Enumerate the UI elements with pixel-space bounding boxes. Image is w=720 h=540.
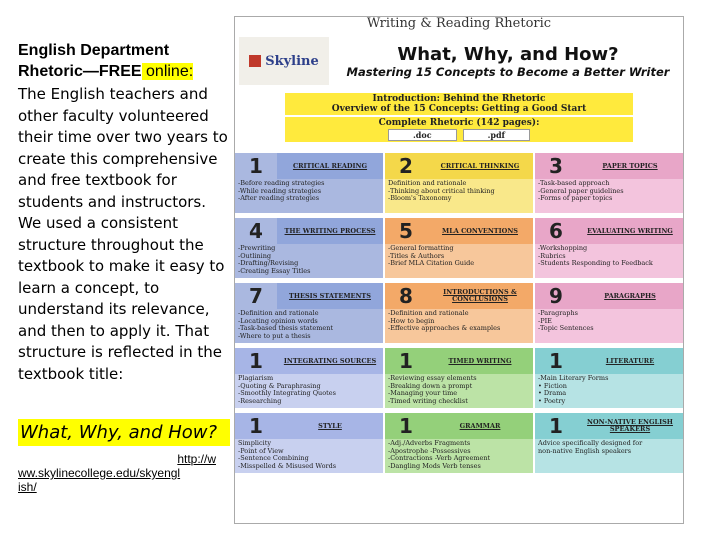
concept-item: -Drafting/Revising — [238, 260, 299, 267]
concept-label[interactable]: EVALUATING WRITING — [587, 226, 673, 235]
concept-item: -Topic Sentences — [538, 325, 594, 332]
concept-item: -Task-based approach — [538, 180, 610, 187]
concept-item: non-native English speakers — [538, 447, 632, 455]
concept-number: 1 — [235, 153, 277, 179]
concept-items — [235, 439, 383, 471]
intro-bar[interactable] — [285, 93, 633, 115]
concept-item: -Rubrics — [538, 252, 566, 260]
concept-label[interactable]: INTRODUCTIONS & CONCLUSIONS — [443, 288, 517, 303]
intro-line2[interactable]: Overview of the 15 Concepts: Getting a Good Start — [331, 104, 587, 114]
concept-items — [235, 374, 383, 406]
concept-row — [235, 281, 684, 343]
concept-items — [535, 374, 683, 406]
logo-mark-icon — [249, 55, 261, 67]
concept-item: -Definition and rationale — [388, 310, 469, 317]
concept-label[interactable]: INTEGRATING SOURCES — [283, 356, 377, 365]
concept-label[interactable]: NON-NATIVE ENGLISH SPEAKERS — [587, 418, 673, 433]
poster-heading — [333, 44, 683, 79]
link-line2[interactable]: ww.skylinecollege.edu/skyengl — [18, 466, 181, 480]
concept-items — [235, 179, 383, 204]
concept-label[interactable]: MLA CONVENTIONS — [442, 226, 518, 235]
link-line3[interactable]: ish/ — [18, 480, 37, 494]
rhetoric-poster — [234, 16, 684, 524]
concept-item: -Managing your time — [388, 390, 458, 397]
concept-items — [385, 374, 533, 406]
concept-row — [235, 411, 684, 473]
concept-card[interactable] — [235, 216, 385, 278]
concept-card-header — [535, 283, 683, 309]
concept-item: -After reading strategies — [238, 195, 320, 202]
concept-number: 3 — [549, 154, 563, 178]
concept-item: -PIE — [538, 317, 552, 325]
concept-item: -Contractions -Verb Agreement — [388, 455, 491, 462]
concept-item: -Thinking about critical thinking — [388, 187, 495, 195]
concept-item: -Creating Essay Titles — [238, 267, 311, 275]
concept-label[interactable]: LITERATURE — [605, 356, 655, 365]
concept-item: -Bloom's Taxonomy — [388, 195, 452, 202]
concept-item: -Sentence Combining — [238, 455, 309, 462]
poster-title: Writing & Reading Rhetoric — [366, 16, 552, 31]
concept-item: -General paper guidelines — [538, 187, 624, 195]
concept-item: -Effective approaches & examples — [388, 325, 501, 332]
textbook-link[interactable] — [18, 452, 228, 494]
concept-item: -Prewriting — [238, 245, 276, 252]
concept-number: 2 — [399, 154, 413, 178]
complete-rhetoric-bar — [285, 117, 633, 142]
concept-items — [535, 439, 683, 456]
concept-item: Definition and rationale — [388, 180, 467, 187]
intro-line1[interactable]: Introduction: Behind the Rhetoric — [372, 94, 546, 104]
concept-number: 9 — [549, 284, 563, 308]
concept-items — [385, 439, 533, 471]
concept-item: -Researching — [238, 397, 282, 405]
concept-item: -Brief MLA Citation Guide — [388, 260, 475, 267]
concept-card[interactable] — [385, 281, 535, 343]
concept-label[interactable]: PAPER TOPICS — [602, 161, 658, 170]
concept-item: -Smoothly Integrating Quotes — [238, 390, 336, 397]
concept-row — [235, 216, 684, 278]
concept-item: -Locating opinion words — [238, 317, 318, 325]
concept-number: 8 — [399, 284, 413, 308]
concept-item: -Timed writing checklist — [388, 397, 468, 405]
concept-item: -Titles & Authors — [388, 252, 445, 260]
concept-card[interactable] — [535, 151, 684, 213]
heading-line1: English Department — [18, 42, 170, 59]
concept-card-header — [235, 348, 383, 374]
concept-items — [535, 309, 683, 334]
concept-item: • Drama — [538, 390, 567, 397]
concept-number: 5 — [399, 219, 413, 243]
concept-card-header — [535, 348, 683, 374]
concept-item: -While reading strategies — [238, 187, 322, 195]
concept-card[interactable] — [235, 346, 385, 408]
concept-number: 1 — [549, 414, 563, 438]
concept-card[interactable] — [385, 411, 535, 473]
skyline-logo — [239, 37, 329, 85]
title-highlight: What, Why, and How? — [18, 419, 230, 446]
concept-item: -Reviewing essay elements — [388, 375, 477, 382]
concept-label[interactable]: CRITICAL THINKING — [440, 161, 520, 170]
concept-card-header — [385, 283, 533, 309]
concept-item: -Point of View — [238, 447, 284, 455]
concept-item: -Adj./Adverbs Fragments — [388, 440, 471, 447]
concept-items — [385, 244, 533, 269]
concept-card[interactable] — [235, 281, 385, 343]
concept-item: -Main Literary Forms — [538, 375, 609, 382]
concept-row — [235, 151, 684, 213]
concept-number: 4 — [235, 218, 277, 244]
concept-label[interactable]: PARAGRAPHS — [604, 291, 656, 300]
concept-number: 1 — [399, 414, 413, 438]
complete-label: Complete Rhetoric (142 pages): — [378, 118, 540, 128]
concept-card-header — [535, 153, 683, 179]
concept-items — [235, 309, 383, 341]
concept-item: -Apostrophe -Possessives — [388, 447, 471, 455]
concept-label[interactable]: TIMED WRITING — [448, 356, 512, 365]
concept-item: -Misspelled & Misused Words — [238, 462, 337, 470]
concept-card[interactable] — [385, 216, 535, 278]
concept-item: -Dangling Mods Verb tenses — [388, 462, 481, 470]
concept-item: -Forms of paper topics — [538, 195, 613, 202]
concept-card-header — [235, 218, 383, 244]
concept-items — [535, 244, 683, 269]
concept-item: -Outlining — [238, 252, 272, 260]
concept-item: Advice specifically designed for — [538, 440, 643, 447]
body-text: The English teachers and other faculty volunteered their time over two years to create this comprehensive and free textbook for students and instructors. We used a consistent structure throughout the textbook to make it easy to learn a concept, to understand its relevance, and then to apply it. That structure is reflected in the textbook title: — [18, 85, 228, 383]
doc-link[interactable]: .doc — [388, 129, 457, 141]
concept-item: • Poetry — [538, 397, 566, 405]
concept-item: -Before reading strategies — [238, 180, 325, 187]
concept-card-header — [235, 283, 383, 309]
concept-card[interactable] — [535, 281, 684, 343]
concept-number: 7 — [235, 283, 277, 309]
concept-item: -Paragraphs — [538, 310, 578, 317]
poster-main-title: What, Why, and How? — [397, 43, 619, 65]
concept-items — [235, 244, 383, 276]
concept-number: 1 — [249, 414, 263, 438]
left-text-column — [18, 40, 228, 494]
concept-card-header — [385, 348, 533, 374]
concept-label[interactable]: GRAMMAR — [459, 421, 501, 430]
concept-card[interactable] — [535, 346, 684, 408]
concept-card[interactable] — [535, 411, 684, 473]
poster-header — [235, 31, 683, 91]
concept-item: -Students Responding to Feedback — [538, 260, 653, 267]
heading-line2-bold: Rhetoric—FREE — [18, 63, 142, 80]
concept-number: 1 — [399, 349, 413, 373]
pdf-link[interactable]: .pdf — [463, 129, 530, 141]
concept-card[interactable] — [235, 151, 385, 213]
concept-number: 1 — [549, 349, 563, 373]
concept-item: -Quoting & Paraphrasing — [238, 382, 321, 390]
concept-card[interactable] — [385, 151, 535, 213]
concept-items — [535, 179, 683, 204]
concept-label[interactable]: STYLE — [318, 421, 342, 430]
poster-main-subtitle: Mastering 15 Concepts to Become a Better Writer — [346, 64, 670, 79]
concept-item: -Breaking down a prompt — [388, 382, 473, 390]
concept-item: -General formatting — [388, 245, 454, 252]
concept-card-header — [535, 218, 683, 244]
download-row — [285, 129, 633, 141]
concept-label[interactable]: CRITICAL READING — [292, 161, 368, 170]
concept-card-header — [385, 218, 533, 244]
concept-card-header — [235, 413, 383, 439]
concept-card[interactable] — [385, 346, 535, 408]
concept-label[interactable]: THESIS STATEMENTS — [289, 291, 371, 300]
concept-item: -Definition and rationale — [238, 310, 319, 317]
heading-line2 — [18, 61, 228, 82]
concept-number: 6 — [549, 219, 563, 243]
concept-item: • Fiction — [538, 382, 567, 390]
concept-card[interactable] — [235, 411, 385, 473]
logo-text: Skyline — [265, 53, 319, 69]
concept-grid — [235, 151, 684, 476]
concept-item: -How to begin — [388, 317, 435, 325]
heading-online-highlight: online: — [141, 63, 194, 80]
concept-label[interactable]: THE WRITING PROCESS — [284, 226, 376, 235]
concept-card-header — [385, 413, 533, 439]
concept-card-header — [385, 153, 533, 179]
concept-items — [385, 309, 533, 334]
concept-card-header — [235, 153, 383, 179]
concept-item: Plagiarism — [238, 375, 274, 382]
concept-item: Simplicity — [238, 440, 272, 447]
concept-card-header — [535, 413, 683, 439]
concept-item: -Task-based thesis statement — [238, 325, 334, 332]
concept-number: 1 — [249, 349, 263, 373]
concept-item: -Where to put a thesis — [238, 332, 311, 340]
concept-card[interactable] — [535, 216, 684, 278]
link-line1[interactable]: http://w — [177, 452, 216, 466]
concept-items — [385, 179, 533, 204]
concept-item: -Workshopping — [538, 245, 588, 252]
concept-row — [235, 346, 684, 408]
